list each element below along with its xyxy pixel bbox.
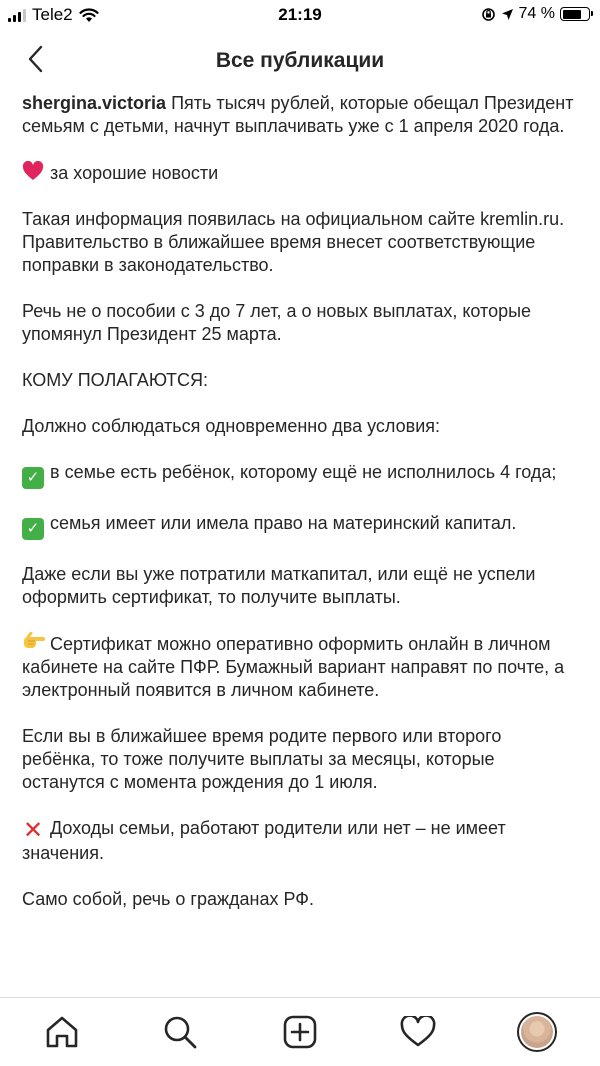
activity-heart-icon (400, 1016, 436, 1048)
tab-home[interactable] (42, 1012, 82, 1052)
caption-condition-2 (22, 512, 578, 540)
tab-profile[interactable] (517, 1012, 557, 1052)
caption-paragraph-info: Такая информация появилась на официальном сайте kremlin.ru. Правительство в ближайшее время внесет соответствующие поправки в законодательство. (22, 209, 565, 275)
location-icon (501, 8, 514, 21)
tab-bar (0, 997, 600, 1066)
caption-paragraph-even-if: Даже если вы уже потратили маткапитал, или ещё не успели оформить сертификат, то получите выплаты. (22, 564, 536, 607)
caption-intro (22, 92, 578, 138)
status-right (481, 5, 590, 23)
caption-heading-who: КОМУ ПОЛАГАЮТСЯ: (22, 370, 208, 390)
new-post-icon (283, 1015, 317, 1049)
check-mark-emoji-icon: ✓ (22, 518, 44, 540)
caption-certificate-text: Сертификат можно оперативно оформить онлайн в личном кабинете на сайте ПФР. Бумажный вариант направят по почте, а электронный появится в личном кабинете. (22, 634, 565, 700)
status-bar (0, 0, 600, 32)
caption-heart-text: за хорошие новости (50, 163, 219, 183)
caption-paragraph-not-benefit: Речь не о пособии с 3 до 7 лет, а о новых выплатах, которые упомянул Президент 25 марта. (22, 301, 532, 344)
pointing-hand-emoji-icon (22, 632, 44, 654)
tab-search[interactable] (160, 1012, 200, 1052)
post-caption (22, 92, 578, 997)
profile-avatar (517, 1012, 557, 1052)
page-title: Все публикации (215, 49, 385, 72)
caption-income (22, 817, 578, 865)
check-mark-emoji-icon: ✓ (22, 467, 44, 489)
post-username[interactable]: shergina.victoria (22, 93, 167, 113)
status-time: 21:19 (278, 5, 322, 24)
battery-fill (563, 10, 582, 19)
caption-certificate (22, 632, 578, 702)
caption-intro-text: Пять тысяч рублей, которые обещал Президент семьям с детьми, начнут выплачивать уже с 1 апреля 2020 года. (22, 93, 574, 136)
caption-condition-2-text: семья имеет или имела право на материнский капитал. (50, 513, 517, 533)
nav-bar (0, 32, 600, 88)
caption-income-text: Доходы семьи, работают родители или нет – не имеет значения. (22, 818, 506, 863)
caption-condition-1-text: в семье есть ребёнок, которому ещё не исполнилось 4 года; (50, 462, 557, 482)
red-heart-emoji-icon (22, 161, 44, 183)
search-icon (163, 1015, 197, 1049)
caption-condition-1 (22, 461, 578, 489)
caption-heart-line (22, 161, 578, 185)
carrier-name: Tele2 (32, 5, 73, 24)
tab-activity[interactable] (398, 1012, 438, 1052)
caption-paragraph-citizens: Само собой, речь о гражданах РФ. (22, 889, 314, 909)
orientation-lock-icon (481, 7, 496, 22)
home-icon (45, 1015, 79, 1049)
tab-new-post[interactable] (280, 1012, 320, 1052)
battery-percent: 74 % (518, 5, 555, 22)
caption-paragraph-newborn: Если вы в ближайшее время родите первого или второго ребёнка, то тоже получите выплаты за месяцы, которые останутся с момента рождения до 1 июля. (22, 726, 502, 792)
battery-icon (560, 7, 590, 21)
cross-mark-emoji-icon: ✕ (22, 817, 44, 844)
caption-paragraph-conditions: Должно соблюдаться одновременно два условия: (22, 416, 440, 436)
